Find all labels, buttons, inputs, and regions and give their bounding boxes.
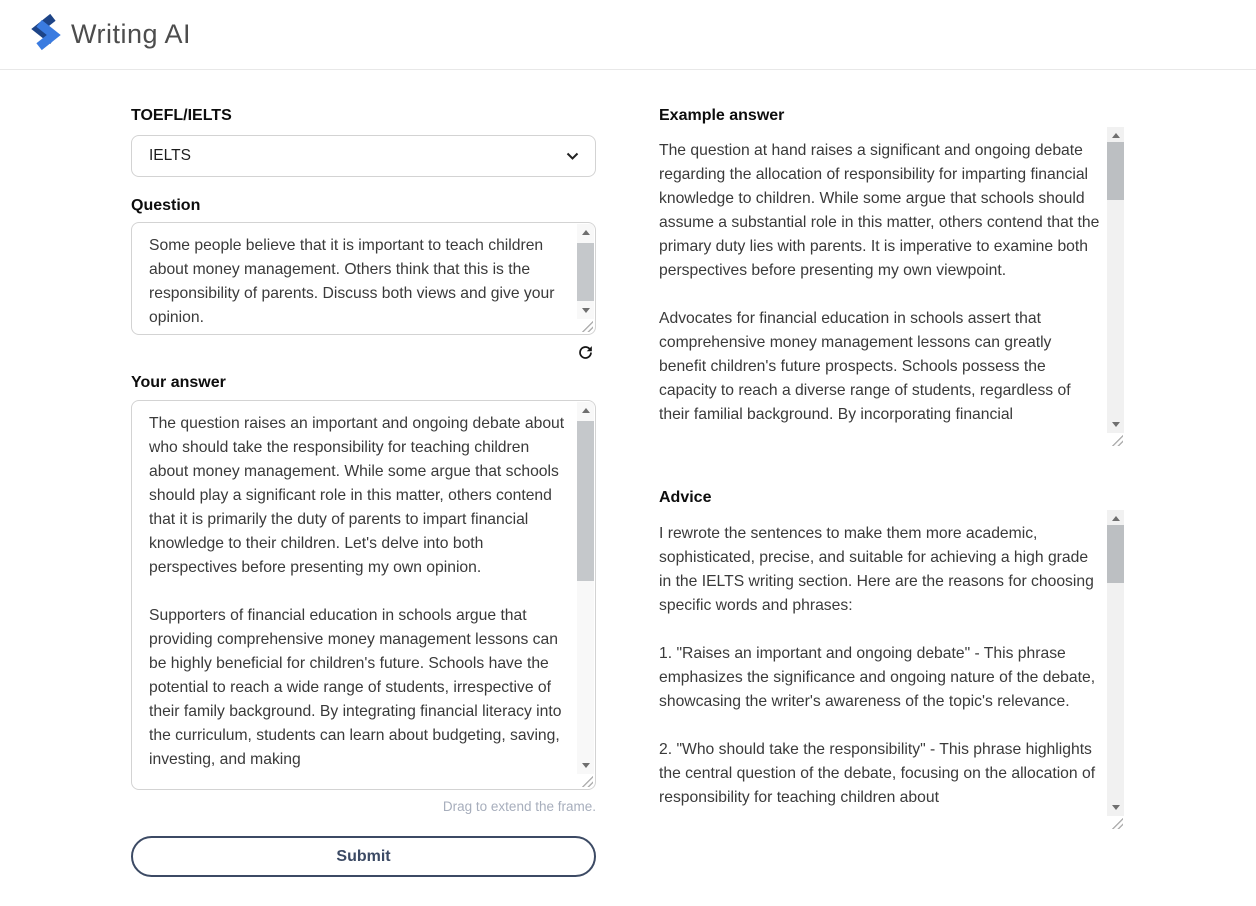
drag-hint: Drag to extend the frame.: [442, 799, 596, 814]
answer-scrollbar[interactable]: [577, 402, 594, 774]
app-header: [0, 0, 1256, 70]
exam-select[interactable]: [131, 135, 596, 177]
scroll-down-arrow-icon[interactable]: [577, 757, 594, 774]
answer-paragraph: The question raises an important and ongoing debate about who should take the responsibility for teaching children about money management. While some argue that schools should play a significant role in this matter, others contend that it is primarily the duty of parents to impart financial knowledge to their children. Let's delve into both perspectives before presenting my own opinion.: [149, 415, 565, 576]
scrollbar-thumb[interactable]: [577, 421, 594, 581]
form-column: [131, 107, 596, 877]
submit-button[interactable]: Submit: [131, 836, 596, 877]
answer-paragraph: Supporters of financial education in schools argue that providing comprehensive money management lessons can be highly beneficial for children's future. Schools have the potential to reach a wide range of students, irrespective of their family background. By integrating financial literacy into the curriculum, students can learn about budgeting, saving, investing, and making: [149, 607, 562, 768]
question-label: Question: [131, 197, 201, 214]
answer-textarea[interactable]: [131, 400, 596, 790]
writing-ai-logo-icon: [27, 11, 65, 58]
scroll-up-arrow-icon[interactable]: [577, 224, 594, 241]
example-paragraph: Advocates for financial education in schools assert that comprehensive money management lessons can greatly benefit children's future prospects. Schools possess the capacity to reach a diverse range of students, regardless of their familial background. By incorporating financial: [659, 310, 1071, 423]
example-paragraph: The question at hand raises a significant and ongoing debate regarding the allocation of responsibility for imparting financial knowledge to children. While some argue that schools should assume a substantial role in this matter, others contend that the primary duty lies with parents. It is imperative to examine both perspectives before presenting my own viewpoint.: [659, 142, 1100, 279]
question-scrollbar[interactable]: [577, 224, 594, 319]
question-text: Some people believe that it is important to teach children about money management. Others think that this is the responsibility of parents. Discuss both views and give your opinion.: [149, 237, 555, 326]
resize-grip[interactable]: [581, 775, 593, 787]
advice-area[interactable]: [659, 510, 1124, 830]
scroll-down-arrow-icon[interactable]: [1107, 799, 1124, 816]
your-answer-label: Your answer: [131, 374, 226, 391]
advice-paragraph: I rewrote the sentences to make them more academic, sophisticated, precise, and suitable for achieving a high grade in the IELTS writing section. Here are the reasons for choosing specific words and phrases:: [659, 525, 1094, 614]
scroll-down-arrow-icon[interactable]: [577, 302, 594, 319]
refresh-icon[interactable]: [576, 343, 595, 363]
main-content: [131, 70, 1124, 877]
question-textarea[interactable]: [131, 222, 596, 335]
scroll-up-arrow-icon[interactable]: [577, 402, 594, 419]
resize-grip[interactable]: [1111, 817, 1123, 829]
resize-grip[interactable]: [1111, 434, 1123, 446]
advice-item: 1. "Raises an important and ongoing debate" - This phrase emphasizes the significance and ongoing nature of the debate, showcasing the writer's awareness of the topic's relevance.: [659, 645, 1096, 710]
exam-select-value: IELTS: [149, 147, 191, 164]
advice-scrollbar[interactable]: [1107, 510, 1124, 816]
scrollbar-thumb[interactable]: [577, 243, 594, 301]
example-scrollbar[interactable]: [1107, 127, 1124, 433]
results-column: [659, 107, 1124, 877]
chevron-down-icon: [566, 152, 579, 161]
example-answer-area[interactable]: [659, 127, 1124, 447]
scrollbar-thumb[interactable]: [1107, 142, 1124, 200]
exam-type-label: TOEFL/IELTS: [131, 107, 232, 124]
advice-label: Advice: [659, 489, 712, 506]
resize-grip[interactable]: [581, 320, 593, 332]
scroll-down-arrow-icon[interactable]: [1107, 416, 1124, 433]
example-answer-label: Example answer: [659, 107, 785, 124]
brand[interactable]: [27, 11, 191, 58]
advice-item: 2. "Who should take the responsibility" - This phrase highlights the central question of the debate, focusing on the allocation of responsibility for teaching children about: [659, 741, 1096, 806]
scrollbar-thumb[interactable]: [1107, 525, 1124, 583]
brand-name: Writing AI: [71, 19, 192, 49]
refresh-row: [131, 343, 596, 363]
